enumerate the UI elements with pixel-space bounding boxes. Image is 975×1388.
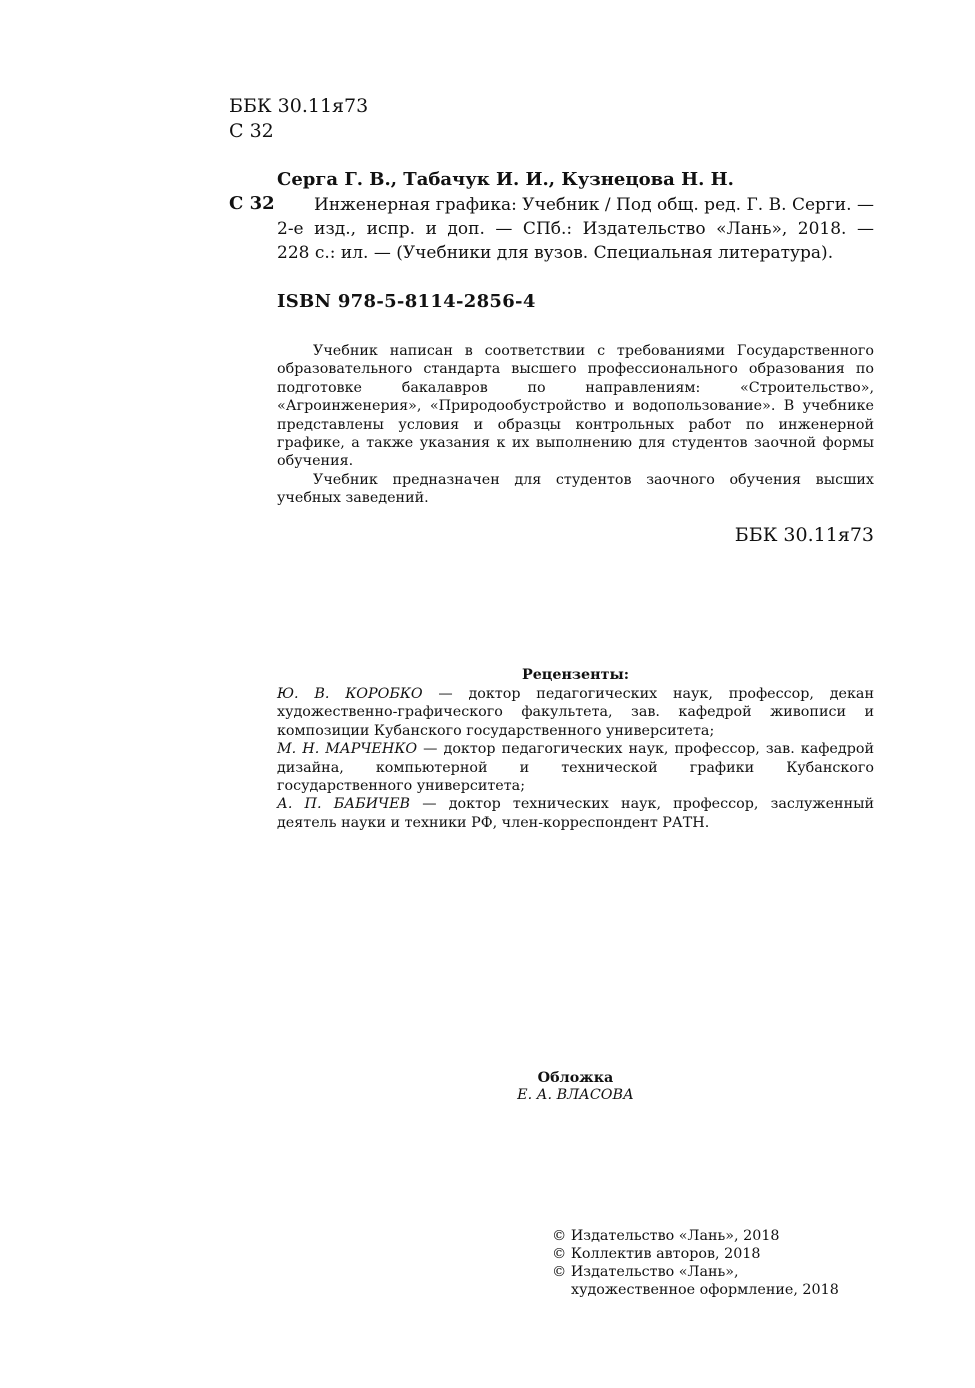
bbk-code-bottom: ББК 30.11я73	[734, 524, 874, 546]
reviewers-title: Рецензенты:	[521, 667, 630, 683]
reviewer-entry	[277, 795, 874, 832]
annotation-paragraph-1: Учебник написан в соответствии с требованиями Государственного образовательного стандарта высшего профессионального образования по подготовке бакалавров по направлениям: «Строительство», «Агроинженерия», «Природообустройство и водопользование». В учебнике представлены условия и образцы контрольных работ по инженерной графике, а также указания к их выполнению для студентов заочной формы обучения.	[277, 343, 874, 470]
annotation-paragraph-2: Учебник предназначен для студентов заочного обучения высших учебных заведений.	[277, 471, 874, 507]
bibliographic-line-3: 228 с.: ил. — (Учебники для вузов. Специальная литература).	[277, 243, 834, 263]
isbn: ISBN 978-5-8114-2856-4	[277, 291, 536, 312]
bibliographic-line-2: 2-е изд., испр. и доп. — СПб.: Издательство «Лань», 2018. —	[277, 219, 874, 239]
reviewer-entry	[277, 740, 874, 795]
bibliographic-record	[277, 193, 874, 265]
reviewers-list	[277, 685, 874, 832]
bbk-code: ББК 30.11я73	[229, 95, 369, 117]
reviewer-name: М. Н. МАРЧЕНКО	[277, 741, 418, 758]
bibliographic-line-1: Инженерная графика: Учебник / Под общ. ред. Г. В. Серги. —	[314, 195, 874, 215]
author-mark: С 32	[229, 193, 275, 214]
copyright-line-authors: © Коллектив авторов, 2018	[552, 1246, 761, 1262]
authors: Серга Г. В., Табачук И. И., Кузнецова Н. Н.	[277, 169, 734, 190]
cover-designer-name: Е. А. ВЛАСОВА	[517, 1087, 634, 1103]
reviewer-description: — доктор технических наук, профессор, заслуженный деятель науки и техники РФ, член-корреспондент РАТН.	[277, 796, 875, 831]
reviewer-name: Ю. В. КОРОБКО	[277, 686, 423, 702]
reviewer-name: А. П. БАБИЧЕВ	[277, 796, 411, 813]
author-index: С 32	[229, 120, 274, 142]
cover-credit-title: Обложка	[537, 1070, 614, 1086]
reviewer-description: — доктор педагогических наук, профессор, декан художественно-графического факультета, зав. кафедрой живописи и композиции Кубанского государственного университета;	[277, 686, 874, 739]
copyright-line-publisher: © Издательство «Лань», 2018	[552, 1228, 780, 1244]
copyright-line-design: © Издательство «Лань»,	[552, 1264, 739, 1280]
reviewer-description: — доктор педагогических наук, профессор, зав. кафедрой дизайна, компьютерной и технической графики Кубанского государственного университета;	[277, 741, 874, 795]
copyright-line-design-continued: художественное оформление, 2018	[571, 1282, 839, 1298]
bbk-classification-block	[229, 94, 368, 144]
copyright-block	[552, 1227, 839, 1299]
annotation	[277, 342, 874, 508]
reviewer-entry	[277, 685, 874, 740]
